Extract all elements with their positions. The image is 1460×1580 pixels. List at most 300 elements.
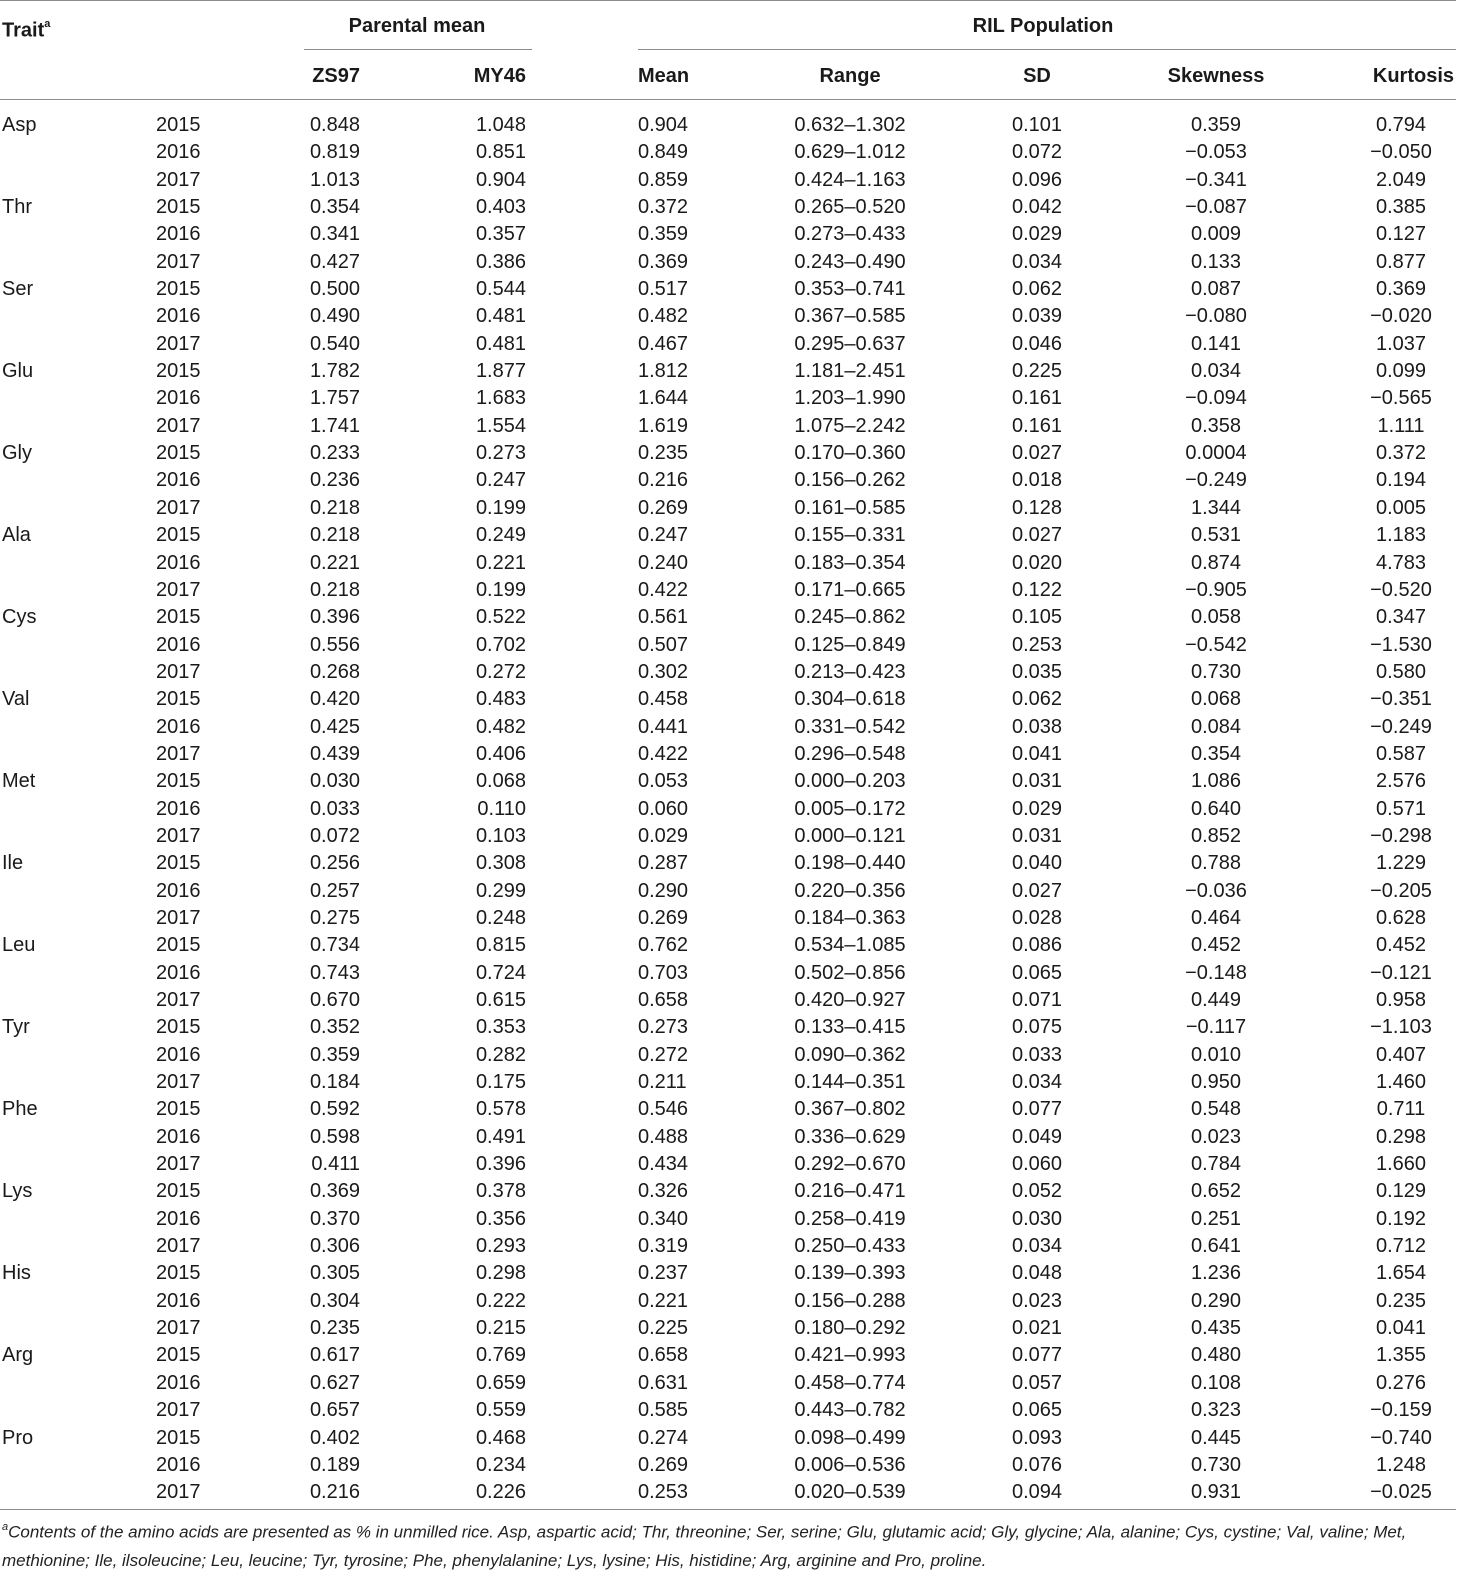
table-row [0,714,1460,741]
skewness-cell: −0.053 [1185,141,1247,164]
sd-cell: 0.046 [1011,332,1063,355]
sd-cell: 0.031 [1011,770,1063,793]
table-row [0,768,1460,795]
kurtosis-cell: −0.565 [1370,387,1432,410]
table-row [0,659,1460,686]
zs97-cell: 0.305 [309,1262,360,1285]
table-row [0,413,1460,440]
kurtosis-cell: 0.192 [1375,1207,1427,1230]
mean-cell: 0.631 [638,1371,689,1394]
mean-cell: 0.372 [638,196,689,219]
zs97-cell: 0.236 [309,469,360,492]
skewness-cell: 1.344 [1190,496,1242,519]
sd-cell: 0.065 [1011,961,1063,984]
range-cell: 0.184–0.363 [794,906,906,929]
year-cell: 2016 [156,305,201,328]
my46-cell: 0.522 [475,606,526,629]
sd-cell: 0.105 [1011,606,1063,629]
year-cell: 2016 [156,551,201,574]
ril-population-group-rule [638,49,1456,50]
sd-cell: 0.094 [1011,1481,1063,1504]
skewness-cell: 0.0004 [1185,442,1247,465]
table-row [0,1260,1460,1287]
sd-cell: 0.034 [1011,1235,1063,1258]
sd-cell: 0.031 [1011,824,1063,847]
mean-cell: 1.644 [638,387,689,410]
year-cell: 2017 [156,906,201,929]
my46-cell: 0.221 [475,551,526,574]
kurtosis-cell: 0.587 [1375,742,1427,765]
zs97-cell: 1.741 [309,414,360,437]
kurtosis-cell: 0.452 [1375,934,1427,957]
sd-cell: 0.028 [1011,906,1063,929]
kurtosis-cell: 0.407 [1375,1043,1427,1066]
header-ril-population: RIL Population [972,15,1114,37]
kurtosis-cell: −0.520 [1370,578,1432,601]
range-cell: 0.183–0.354 [794,551,906,574]
trait-cell: Ser [2,278,34,301]
sd-cell: 0.033 [1011,1043,1063,1066]
kurtosis-cell: −0.020 [1370,305,1432,328]
zs97-cell: 1.013 [309,168,360,191]
range-cell: 0.139–0.393 [794,1262,906,1285]
sd-cell: 0.128 [1011,496,1063,519]
sd-cell: 0.040 [1011,852,1063,875]
sd-cell: 0.049 [1011,1125,1063,1148]
year-cell: 2016 [156,141,201,164]
mean-cell: 0.060 [638,797,689,820]
zs97-cell: 0.352 [309,1016,360,1039]
table-row [0,686,1460,713]
range-cell: 0.161–0.585 [794,496,906,519]
my46-cell: 0.272 [475,660,526,683]
my46-cell: 0.356 [475,1207,526,1230]
skewness-cell: −0.542 [1185,633,1247,656]
year-cell: 2017 [156,250,201,273]
range-cell: 0.090–0.362 [794,1043,906,1066]
my46-cell: 0.199 [475,578,526,601]
kurtosis-cell: 0.298 [1375,1125,1427,1148]
zs97-cell: 0.617 [309,1344,360,1367]
my46-cell: 0.815 [475,934,526,957]
trait-cell: Leu [2,934,36,957]
skewness-cell: −0.905 [1185,578,1247,601]
year-cell: 2016 [156,797,201,820]
mean-cell: 1.619 [638,414,689,437]
mean-cell: 0.269 [638,496,689,519]
my46-cell: 1.554 [475,414,526,437]
zs97-cell: 0.556 [309,633,360,656]
my46-cell: 0.851 [475,141,526,164]
table-row [0,1124,1460,1151]
col-header-mean: Mean [638,65,690,87]
skewness-cell: 0.354 [1190,742,1242,765]
my46-cell: 0.724 [475,961,526,984]
table-row [0,1315,1460,1342]
table-row [0,905,1460,932]
table-row [0,194,1460,221]
footnote-text: Contents of the amino acids are presented as % in unmilled rice. Asp, aspartic acid; Thr, threonine; Ser, serine; Glu, glutamic acid; Gly, glycine; Ala, alanine; Cys, cystine; Val, valine; Met, methionine; Ile, ilsoleucine; Leu, leucine; Tyr, tyrosine; Phe, phenylalanine; Lys, lysine; His, histidine; Arg, arginine and Pro, proline. [2,1522,1407,1570]
mean-cell: 0.326 [638,1180,689,1203]
kurtosis-cell: 0.385 [1375,196,1427,219]
table-row [0,167,1460,194]
kurtosis-cell: 0.571 [1375,797,1427,820]
zs97-cell: 0.306 [309,1235,360,1258]
my46-cell: 0.175 [475,1071,526,1094]
kurtosis-cell: 0.712 [1375,1235,1427,1258]
table-row [0,987,1460,1014]
sd-cell: 0.041 [1011,742,1063,765]
range-cell: 1.203–1.990 [794,387,906,410]
kurtosis-cell: −0.159 [1370,1399,1432,1422]
year-cell: 2016 [156,1453,201,1476]
year-cell: 2017 [156,989,201,1011]
mean-cell: 0.340 [638,1207,689,1230]
year-cell: 2017 [156,1481,201,1504]
mean-cell: 0.467 [638,332,689,355]
mean-cell: 0.488 [638,1125,689,1148]
mean-cell: 0.762 [638,934,689,957]
kurtosis-cell: 0.347 [1375,606,1427,629]
table-row [0,522,1460,549]
my46-cell: 0.298 [475,1262,526,1285]
table-row [0,276,1460,303]
mean-cell: 0.507 [638,633,689,656]
table-row [0,1096,1460,1123]
skewness-cell: −0.087 [1185,196,1247,219]
mean-cell: 0.658 [638,989,689,1011]
col-header-range: Range [819,65,881,87]
range-cell: 0.458–0.774 [794,1371,906,1394]
mean-cell: 0.658 [638,1344,689,1367]
range-cell: 0.000–0.203 [794,770,906,793]
year-cell: 2015 [156,1016,201,1039]
my46-cell: 0.234 [475,1453,526,1476]
my46-cell: 0.249 [475,524,526,547]
mean-cell: 0.561 [638,606,689,629]
range-cell: 1.075–2.242 [794,414,906,437]
table-row [0,1178,1460,1205]
skewness-cell: 0.034 [1190,360,1242,383]
kurtosis-cell: 0.711 [1376,1098,1426,1121]
sd-cell: 0.062 [1011,278,1063,301]
sd-cell: 0.018 [1011,469,1063,492]
skewness-cell: −0.080 [1185,305,1247,328]
year-cell: 2017 [156,414,201,437]
zs97-cell: 0.734 [309,934,360,957]
my46-cell: 0.482 [475,715,526,738]
zs97-cell: 0.275 [309,906,360,929]
zs97-cell: 0.402 [309,1426,360,1449]
kurtosis-cell: 0.369 [1375,278,1427,301]
zs97-cell: 0.184 [309,1071,360,1094]
trait-cell: Tyr [2,1016,30,1039]
sd-cell: 0.065 [1011,1399,1063,1422]
zs97-cell: 0.216 [309,1481,360,1504]
year-cell: 2017 [156,742,201,765]
kurtosis-cell: −0.740 [1370,1426,1432,1449]
kurtosis-cell: 0.099 [1375,360,1427,383]
sd-cell: 0.071 [1011,989,1063,1011]
mean-cell: 0.703 [638,961,689,984]
sd-cell: 0.034 [1011,1071,1063,1094]
sd-cell: 0.077 [1011,1098,1063,1121]
mean-cell: 0.441 [638,715,689,738]
zs97-cell: 0.598 [309,1125,360,1148]
table-row [0,632,1460,659]
zs97-cell: 0.268 [309,660,360,683]
sd-cell: 0.029 [1011,223,1063,246]
skewness-cell: 0.931 [1190,1481,1242,1504]
my46-cell: 0.386 [475,250,526,273]
my46-cell: 0.378 [475,1180,526,1203]
year-cell: 2017 [156,1235,201,1258]
trait-cell: Pro [2,1426,34,1449]
range-cell: 0.020–0.539 [794,1481,906,1504]
zs97-cell: 0.235 [309,1317,360,1340]
table-row [0,1151,1460,1178]
kurtosis-cell: 1.183 [1375,524,1427,547]
sd-cell: 0.035 [1011,660,1063,683]
table-row [0,112,1460,139]
skewness-cell: 0.531 [1190,524,1242,547]
my46-cell: 0.068 [475,770,526,793]
range-cell: 0.629–1.012 [794,141,906,164]
year-cell: 2015 [156,196,201,219]
skewness-cell: 1.086 [1190,770,1242,793]
my46-cell: 0.904 [475,168,526,191]
range-cell: 0.367–0.802 [794,1098,906,1121]
skewness-cell: 0.730 [1190,660,1242,683]
my46-cell: 0.199 [475,496,526,519]
range-cell: 0.133–0.415 [794,1016,906,1039]
table-row [0,1425,1460,1452]
skewness-cell: 0.449 [1190,989,1242,1011]
zs97-cell: 0.354 [309,196,360,219]
kurtosis-cell: 0.580 [1375,660,1427,683]
kurtosis-cell: −0.298 [1370,824,1432,847]
table-row [0,878,1460,905]
mean-cell: 0.247 [638,524,689,547]
sd-cell: 0.029 [1011,797,1063,820]
year-cell: 2016 [156,387,201,410]
mean-cell: 0.849 [638,141,689,164]
mean-cell: 0.235 [638,442,689,465]
trait-cell: Val [2,688,30,711]
sd-cell: 0.161 [1011,414,1063,437]
my46-cell: 0.308 [475,852,526,875]
mean-cell: 0.904 [638,114,689,136]
kurtosis-cell: 0.194 [1375,469,1427,492]
footnote-mark: a [2,1521,9,1533]
table-footnote [2,1514,1454,1575]
table-row [0,741,1460,768]
mean-cell: 0.585 [638,1399,689,1422]
my46-cell: 0.299 [475,879,526,902]
skewness-cell: 0.141 [1190,332,1242,355]
year-cell: 2016 [156,1125,201,1148]
kurtosis-cell: 1.111 [1377,414,1425,437]
header-bottom-rule [0,99,1456,100]
sd-cell: 0.039 [1011,305,1063,328]
table-top-rule [0,0,1456,1]
skewness-cell: 0.087 [1190,278,1242,301]
zs97-cell: 0.218 [309,496,360,519]
mean-cell: 0.369 [638,250,689,273]
year-cell: 2017 [156,1153,201,1176]
my46-cell: 0.353 [475,1016,526,1039]
my46-cell: 0.396 [475,1153,526,1176]
range-cell: 0.170–0.360 [794,442,906,465]
kurtosis-cell: 1.660 [1375,1153,1427,1176]
my46-cell: 0.491 [475,1125,526,1148]
range-cell: 0.005–0.172 [794,797,906,820]
my46-cell: 0.282 [475,1043,526,1066]
col-header-zs97: ZS97 [312,65,360,87]
table-body [0,112,1460,1507]
zs97-cell: 0.592 [309,1098,360,1121]
zs97-cell: 0.396 [309,606,360,629]
range-cell: 0.156–0.262 [794,469,906,492]
zs97-cell: 0.256 [309,852,360,875]
zs97-cell: 1.782 [309,360,360,383]
zs97-cell: 0.257 [309,879,360,902]
skewness-cell: −0.117 [1185,1016,1247,1039]
table-row [0,960,1460,987]
table-row [0,467,1460,494]
mean-cell: 0.221 [638,1289,689,1312]
kurtosis-cell: 1.248 [1375,1453,1427,1476]
range-cell: 0.155–0.331 [794,524,906,547]
year-cell: 2017 [156,660,201,683]
trait-cell: Phe [2,1098,38,1121]
my46-cell: 0.559 [475,1399,526,1422]
kurtosis-cell: −0.025 [1370,1481,1432,1504]
my46-cell: 0.222 [475,1289,526,1312]
kurtosis-cell: −0.050 [1370,141,1432,164]
sd-cell: 0.253 [1011,633,1063,656]
my46-cell: 0.659 [475,1371,526,1394]
zs97-cell: 0.189 [309,1453,360,1476]
table-row [0,331,1460,358]
year-cell: 2016 [156,1289,201,1312]
year-cell: 2016 [156,469,201,492]
year-cell: 2015 [156,1344,201,1367]
sd-cell: 0.027 [1011,879,1063,902]
range-cell: 0.367–0.585 [794,305,906,328]
range-cell: 0.213–0.423 [794,660,906,683]
trait-cell: His [2,1262,31,1285]
mean-cell: 0.029 [638,824,689,847]
table-row [0,604,1460,631]
sd-cell: 0.101 [1011,114,1063,136]
skewness-cell: 0.290 [1190,1289,1242,1312]
zs97-cell: 0.439 [309,742,360,765]
kurtosis-cell: 0.372 [1375,442,1427,465]
skewness-cell: 0.452 [1190,934,1242,957]
year-cell: 2017 [156,496,201,519]
table-row [0,139,1460,166]
sd-cell: 0.057 [1011,1371,1063,1394]
table-row [0,385,1460,412]
table-row [0,249,1460,276]
col-header-kurtosis: Kurtosis [1372,65,1454,87]
table-row [0,495,1460,522]
skewness-cell: 0.652 [1190,1180,1242,1203]
skewness-cell: 0.108 [1190,1371,1242,1394]
sd-cell: 0.062 [1011,688,1063,711]
kurtosis-cell: 0.005 [1375,496,1427,519]
my46-cell: 1.683 [475,387,526,410]
my46-cell: 0.769 [475,1344,526,1367]
trait-cell: Glu [2,360,34,383]
trait-cell: Arg [2,1344,34,1367]
mean-cell: 0.273 [638,1016,689,1039]
skewness-cell: 0.010 [1190,1043,1242,1066]
range-cell: 0.443–0.782 [794,1399,906,1422]
my46-cell: 0.273 [475,442,526,465]
year-cell: 2017 [156,1317,201,1340]
mean-cell: 0.240 [638,551,689,574]
range-cell: 0.336–0.629 [794,1125,906,1148]
zs97-cell: 0.359 [309,1043,360,1066]
trait-cell: Ile [2,852,24,875]
sd-cell: 0.096 [1011,168,1063,191]
kurtosis-cell: 0.958 [1375,989,1427,1011]
zs97-cell: 0.848 [309,114,360,136]
table-row [0,358,1460,385]
zs97-cell: 0.304 [309,1289,360,1312]
year-cell: 2017 [156,824,201,847]
year-cell: 2015 [156,1098,201,1121]
my46-cell: 1.877 [475,360,526,383]
my46-cell: 0.357 [475,223,526,246]
kurtosis-cell: −0.121 [1370,961,1432,984]
my46-cell: 0.481 [475,305,526,328]
kurtosis-cell: 1.654 [1375,1262,1427,1285]
table-row [0,850,1460,877]
sd-cell: 0.093 [1011,1426,1063,1449]
range-cell: 0.156–0.288 [794,1289,906,1312]
mean-cell: 0.274 [638,1426,689,1449]
sd-cell: 0.225 [1011,360,1063,383]
sd-cell: 0.030 [1011,1207,1063,1230]
my46-cell: 0.403 [475,196,526,219]
mean-cell: 0.302 [638,660,689,683]
table-row [0,1479,1460,1506]
kurtosis-cell: 1.460 [1375,1071,1427,1094]
skewness-cell: 0.445 [1190,1426,1242,1449]
year-cell: 2015 [156,360,201,383]
year-cell: 2015 [156,1262,201,1285]
my46-cell: 0.544 [475,278,526,301]
table-row [0,577,1460,604]
my46-cell: 0.406 [475,742,526,765]
range-cell: 0.502–0.856 [794,961,906,984]
skewness-cell: 0.251 [1190,1207,1242,1230]
year-cell: 2015 [156,1426,201,1449]
sd-cell: 0.042 [1011,196,1063,219]
skewness-cell: 0.641 [1190,1235,1242,1258]
range-cell: 0.098–0.499 [794,1426,906,1449]
mean-cell: 0.237 [638,1262,689,1285]
year-cell: 2015 [156,606,201,629]
range-cell: 0.245–0.862 [794,606,906,629]
my46-cell: 0.702 [475,633,526,656]
mean-cell: 0.422 [638,578,689,601]
range-cell: 0.295–0.637 [794,332,906,355]
trait-cell: Asp [2,114,37,136]
